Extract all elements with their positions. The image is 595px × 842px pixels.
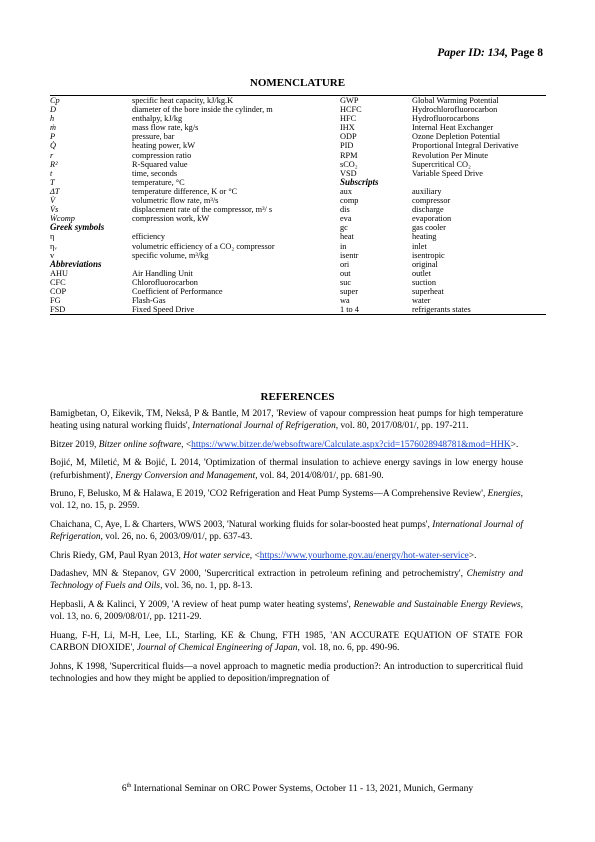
nomenclature-row [50, 296, 546, 305]
nomenclature-cell: diameter of the bore inside the cylinder, m [132, 105, 273, 115]
nomenclature-cell: isentr [340, 250, 359, 260]
nomenclature-cell: D [50, 105, 56, 115]
nomenclature-cell: Flash-Gas [132, 296, 166, 306]
reference-source: Renewable and Sustainable Energy Reviews, [353, 599, 523, 610]
reference-item [50, 457, 523, 482]
nomenclature-cell: v [50, 250, 55, 260]
reference-item [50, 550, 523, 562]
reference-text: Chris Riedy, GM, Paul Ryan 2013, [50, 550, 184, 561]
nomenclature-row [50, 114, 546, 123]
nomenclature-cell: Chlorofluorocarbon [132, 277, 198, 287]
nomenclature-cell: HCFC [340, 105, 362, 115]
nomenclature-title: NOMENCLATURE [249, 77, 346, 89]
nomenclature-cell: evaporation [412, 214, 452, 224]
nomenclature-cell: Revolution Per Minute [412, 150, 489, 160]
nomenclature-cell: Coefficient of Performance [132, 286, 223, 296]
nomenclature-cell: specific volume, m³/kg [132, 250, 209, 260]
nomenclature-cell: water [412, 296, 431, 306]
nomenclature-cell: CFC [50, 277, 66, 287]
nomenclature-cell: heating [412, 232, 437, 242]
reference-item [50, 599, 523, 624]
nomenclature-cell: auxiliary [412, 186, 442, 196]
references-list [50, 408, 523, 691]
reference-link[interactable]: https://www.yourhome.gov.au/energy/hot-water-service [259, 550, 469, 561]
nomenclature-cell: Cp [50, 96, 132, 106]
nomenclature-row [50, 242, 546, 251]
nomenclature-cell: compressor [412, 196, 451, 206]
reference-text: Huang, F-H, Li, M-H, Lee, LL, Starling, KE & Chung, FTH 1985, 'AN ACCURATE EQUATION OF STATE FOR CARBON DIOXIDE', [50, 630, 523, 654]
nomenclature-cell: superheat [412, 286, 444, 296]
reference-item [50, 519, 523, 544]
nomenclature-table [50, 95, 546, 315]
reference-text: vol. 13, no. 6, 2009/08/01/, pp. 1211-29. [50, 612, 202, 623]
nomenclature-row [50, 123, 546, 132]
nomenclature-row [50, 141, 546, 150]
reference-source: Bitzer online software [98, 439, 182, 450]
nomenclature-cell: V̇ [50, 196, 56, 206]
reference-link[interactable]: https://www.bitzer.de/websoftware/Calculate.aspx?cid=1576028948781&mod=HHK [191, 439, 511, 450]
nomenclature-cell: temperature difference, K or °C [132, 186, 238, 196]
nomenclature-cell: R² [50, 159, 58, 169]
nomenclature-row [50, 96, 546, 106]
nomenclature-cell: Abbreviations [50, 258, 102, 269]
nomenclature-cell: Subscripts [340, 176, 379, 187]
nomenclature-cell: FG [50, 296, 61, 306]
nomenclature-cell: displacement rate of the compressor, m³/ s [132, 205, 273, 215]
nomenclature-cell: Supercritical CO₂ [412, 159, 471, 169]
nomenclature-row [50, 187, 546, 196]
nomenclature-cell: super [340, 286, 358, 296]
nomenclature-cell: out [340, 268, 351, 278]
nomenclature-cell: t [50, 168, 53, 178]
nomenclature-cell: Ẇcomp [50, 214, 75, 224]
footer-text: International Seminar on ORC Power Systems, October 11 - 13, 2021, Munich, Germany [131, 784, 474, 795]
nomenclature-cell [412, 178, 546, 187]
reference-text: vol. 26, no. 6, 2003/09/01/, pp. 637-43. [102, 532, 253, 543]
nomenclature-cell: suc [340, 277, 352, 287]
page-footer [0, 783, 595, 794]
nomenclature-cell: V̇s [50, 205, 59, 215]
nomenclature-cell: Fixed Speed Drive [132, 305, 340, 315]
reference-item [50, 568, 523, 593]
nomenclature-cell: discharge [412, 205, 444, 215]
nomenclature-cell: T [50, 177, 55, 187]
nomenclature-cell: Proportional Integral Derivative [412, 141, 519, 151]
nomenclature-cell: gas cooler [412, 223, 446, 233]
nomenclature-cell: mass flow rate, kg/s [132, 123, 199, 133]
references-title: REFERENCES [260, 391, 335, 403]
nomenclature-cell: Hydrofluorocarbons [412, 114, 480, 124]
reference-source: Energy Conversion and Management, [115, 470, 258, 481]
nomenclature-cell: Air Handling Unit [132, 268, 193, 278]
nomenclature-row [50, 223, 546, 232]
nomenclature-cell: P [50, 132, 56, 142]
reference-source: Journal of Chemical Engineering of Japan, [136, 643, 300, 654]
nomenclature-cell: Greek symbols [50, 222, 105, 233]
nomenclature-row [50, 151, 546, 160]
reference-text: Bojić, M, Miletić, M & Bojić, L 2014, 'Optimization of thermal insulation to achieve energy savings in low energy house (refurbishment)', [50, 458, 523, 481]
reference-text: , < [249, 550, 260, 561]
reference-text: Chaichana, C, Aye, L & Charters, WWS 2003, 'Natural working fluids for solar-boosted heat pumps', [50, 519, 433, 530]
nomenclature-cell: aux [340, 186, 352, 196]
footer-sup: th [126, 783, 132, 789]
nomenclature-cell: Ozone Depletion Potential [412, 132, 501, 142]
nomenclature-cell: Internal Heat Exchanger [412, 123, 494, 133]
nomenclature-cell: outlet [412, 268, 431, 278]
reference-source: Hot water service [183, 550, 250, 561]
nomenclature-cell: Global Warming Potential [412, 96, 546, 106]
nomenclature-row [50, 196, 546, 205]
nomenclature-cell: r [50, 150, 54, 160]
nomenclature-cell: COP [50, 286, 67, 296]
paper-id: Paper ID: 134, [437, 47, 508, 59]
nomenclature-row [50, 251, 546, 260]
nomenclature-cell: Hydrochlorofluorocarbon [412, 105, 498, 115]
nomenclature-cell: enthalpy, kJ/kg [132, 114, 183, 124]
nomenclature-cell: volumetric flow rate, m³/s [132, 196, 219, 206]
reference-source: International Journal of Refrigeration, [50, 519, 523, 543]
reference-text: Dadashev, MN & Stepanov, GV 2000, 'Supercritical extraction in petroleum refining and petrochemistry', [50, 569, 467, 580]
nomenclature-cell: pressure, bar [132, 132, 175, 142]
reference-item [50, 488, 523, 513]
nomenclature-cell: ΔT [50, 186, 60, 196]
nomenclature-cell: volumetric efficiency of a CO₂ compressor [132, 241, 275, 251]
reference-item [50, 408, 523, 433]
nomenclature-cell: RPM [340, 150, 358, 160]
nomenclature-row [50, 305, 546, 315]
nomenclature-cell: 1 to 4 [340, 305, 412, 315]
nomenclature-cell: comp [340, 196, 359, 206]
nomenclature-cell: VSD [340, 168, 357, 178]
nomenclature-cell: ori [340, 259, 350, 269]
nomenclature-cell: R-Squared value [132, 159, 188, 169]
nomenclature-cell: compression ratio [132, 150, 192, 160]
nomenclature-row [50, 232, 546, 241]
reference-text: Hepbasli, A & Kalinci, Y 2009, 'A review of heat pump water heating systems', [50, 599, 354, 610]
nomenclature-cell: ηᵥ [50, 241, 57, 251]
reference-text: vol. 12, no. 15, p. 2959. [50, 501, 140, 512]
reference-text: , < [181, 439, 192, 450]
nomenclature-cell: IHX [340, 123, 355, 133]
nomenclature-cell: refrigerants states [412, 305, 546, 315]
nomenclature-cell: heating power, kW [132, 141, 196, 151]
reference-item [50, 439, 523, 451]
reference-source: International Journal of Refrigeration, [192, 421, 339, 432]
nomenclature-cell: time, seconds [132, 168, 178, 178]
nomenclature-cell: isentropic [412, 250, 445, 260]
nomenclature-row [50, 132, 546, 141]
reference-source: Energies, [487, 489, 523, 500]
nomenclature-row [50, 278, 546, 287]
nomenclature-cell: sCO₂ [340, 159, 358, 169]
nomenclature-row [50, 287, 546, 296]
reference-text: Bamigbetan, O, Eikevik, TM, Nekså, P & Bantle, M 2017, 'Review of vapour compression heat pumps for high temperature heating using natural working fluids', [50, 409, 523, 432]
nomenclature-cell [132, 260, 340, 269]
reference-text: >. [510, 439, 519, 450]
nomenclature-cell: compression work, kW [132, 214, 210, 224]
page-number: Page 8 [510, 47, 543, 59]
nomenclature-row [50, 105, 546, 114]
reference-text: Johns, K 1998, 'Supercritical fluids—a novel approach to magnetic media production?: An introduction to supercritical fluid technologies and how they might be applied to deposition/impregnation of [50, 661, 523, 684]
nomenclature-cell: eva [340, 214, 352, 224]
nomenclature-cell: AHU [50, 268, 68, 278]
reference-text: Bruno, F, Belusko, M & Halawa, E 2019, 'CO2 Refrigeration and Heat Pump Systems—A Comprehensive Review', [50, 489, 488, 500]
reference-item [50, 661, 523, 686]
nomenclature-cell: FSD [50, 305, 132, 315]
nomenclature-cell: wa [340, 296, 350, 306]
reference-item [50, 630, 523, 655]
nomenclature-row [50, 205, 546, 214]
reference-text: vol. 36, no. 1, pp. 8-13. [162, 581, 253, 592]
nomenclature-cell: PID [340, 141, 354, 151]
reference-text: vol. 18, no. 6, pp. 490-96. [299, 643, 400, 654]
nomenclature-cell: suction [412, 277, 436, 287]
nomenclature-cell: GWP [340, 96, 412, 106]
nomenclature-row [50, 160, 546, 169]
reference-source: Chemistry and Technology of Fuels and Oils, [50, 569, 523, 592]
footer-ordinal: 6 [121, 784, 127, 795]
nomenclature-cell: gc [340, 223, 348, 233]
nomenclature-cell: ODP [340, 132, 357, 142]
reference-text: >. [468, 550, 477, 561]
nomenclature-row [50, 178, 546, 187]
nomenclature-cell [132, 223, 340, 232]
nomenclature-cell: h [50, 114, 55, 124]
reference-text: vol. 80, 2017/08/01/, pp. 197-211. [338, 421, 469, 432]
reference-text: Bitzer 2019, [50, 439, 99, 450]
nomenclature-cell: dis [340, 205, 350, 215]
nomenclature-cell: Q̇ [50, 141, 56, 151]
nomenclature-cell: Variable Speed Drive [412, 168, 483, 178]
nomenclature-cell: in [340, 241, 347, 251]
nomenclature-row [50, 260, 546, 269]
nomenclature-cell: original [412, 259, 438, 269]
nomenclature-row [50, 169, 546, 178]
nomenclature-cell: heat [340, 232, 354, 242]
reference-text: vol. 84, 2014/08/01/, pp. 681-90. [257, 470, 384, 481]
page-header [437, 47, 543, 59]
nomenclature-cell: ṁ [50, 123, 56, 133]
nomenclature-cell: η [50, 232, 55, 242]
nomenclature-cell: specific heat capacity, kJ/kg.K [132, 96, 340, 106]
nomenclature-row [50, 214, 546, 223]
nomenclature-cell: inlet [412, 241, 427, 251]
nomenclature-row [50, 269, 546, 278]
nomenclature-cell: temperature, °C [132, 177, 185, 187]
nomenclature-cell: HFC [340, 114, 357, 124]
nomenclature-cell: efficiency [132, 232, 166, 242]
